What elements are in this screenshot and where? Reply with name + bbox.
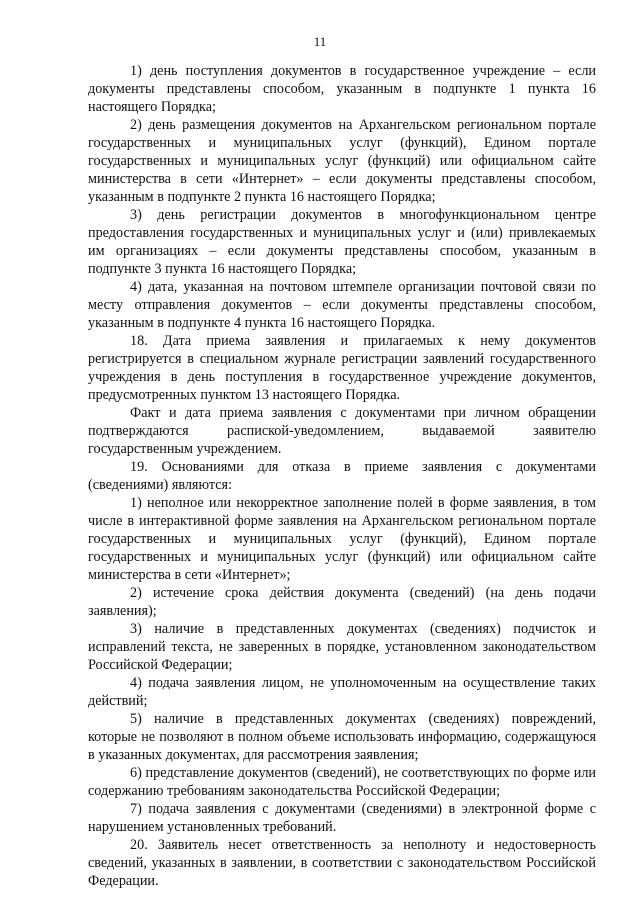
refusal-ground-6: 6) представление документов (сведений), не соответствующих по форме или содержанию требованиям законодательства Российской Федерации; [88,765,596,799]
page-number: 11 [313,34,327,49]
refusal-ground-2: 2) истечение срока действия документа (сведений) (на день подачи заявления); [88,585,596,619]
paragraph-clause-19: 19. Основаниями для отказа в приеме заявления с документами (сведениями) являются: [88,459,596,493]
refusal-ground-5: 5) наличие в представленных документах (сведениях) повреждений, которые не позволяют в полном объеме использовать информацию, содержащуюся в указанных документах, для рассмотрения заявления; [88,711,596,763]
refusal-ground-7: 7) подача заявления с документами (сведениями) в электронной форме с нарушением установленных требований. [88,801,596,835]
paragraph-item-1: 1) день поступления документов в государственное учреждение – если документы представлены способом, указанным в подпункте 1 пункта 16 настоящего Порядка; [88,63,596,115]
paragraph-item-2: 2) день размещения документов на Архангельском региональном портале государственных и муниципальных услуг (функций), Едином портале государственных и муниципальных услуг (функций) или официальном сайте министерства в сети «Интернет» – если документы представлены способом, указанным в подпункте 2 пункта 16 настоящего Порядка; [88,117,596,205]
document-body [88,62,596,890]
paragraph-receipt-fact: Факт и дата приема заявления с документами при личном обращении подтверждаются распиской-уведомлением, выдаваемой заявителю государственным учреждением. [88,405,596,457]
paragraph-clause-18: 18. Дата приема заявления и прилагаемых к нему документов регистрируется в специальном журнале регистрации заявлений государственного учреждения в день поступления в государственное учреждение документов, предусмотренных пунктом 13 настоящего Порядка. [88,333,596,403]
refusal-ground-3: 3) наличие в представленных документах (сведениях) подчисток и исправлений текста, не заверенных в порядке, установленном законодательством Российской Федерации; [88,621,596,673]
refusal-ground-4: 4) подача заявления лицом, не уполномоченным на осуществление таких действий; [88,675,596,709]
paragraph-clause-20: 20. Заявитель несет ответственность за неполноту и недостоверность сведений, указанных в заявлении, в соответствии с законодательством Российской Федерации. [88,837,596,889]
paragraph-item-3: 3) день регистрации документов в многофункциональном центре предоставления государственных и муниципальных услуг и (или) привлекаемых им организациях – если документы представлены способом, указанным в подпункте 3 пункта 16 настоящего Порядка; [88,207,596,277]
paragraph-item-4: 4) дата, указанная на почтовом штемпеле организации почтовой связи по месту отправления документов – если документы представлены способом, указанным в подпункте 4 пункта 16 настоящего Порядка. [88,279,596,331]
refusal-ground-1: 1) неполное или некорректное заполнение полей в форме заявления, в том числе в интерактивной форме заявления на Архангельском региональном портале государственных и муниципальных услуг (функций), Едином портале государственных и муниципальных услуг (функций) или официальном сайте министерства в сети «Интернет»; [88,495,596,583]
